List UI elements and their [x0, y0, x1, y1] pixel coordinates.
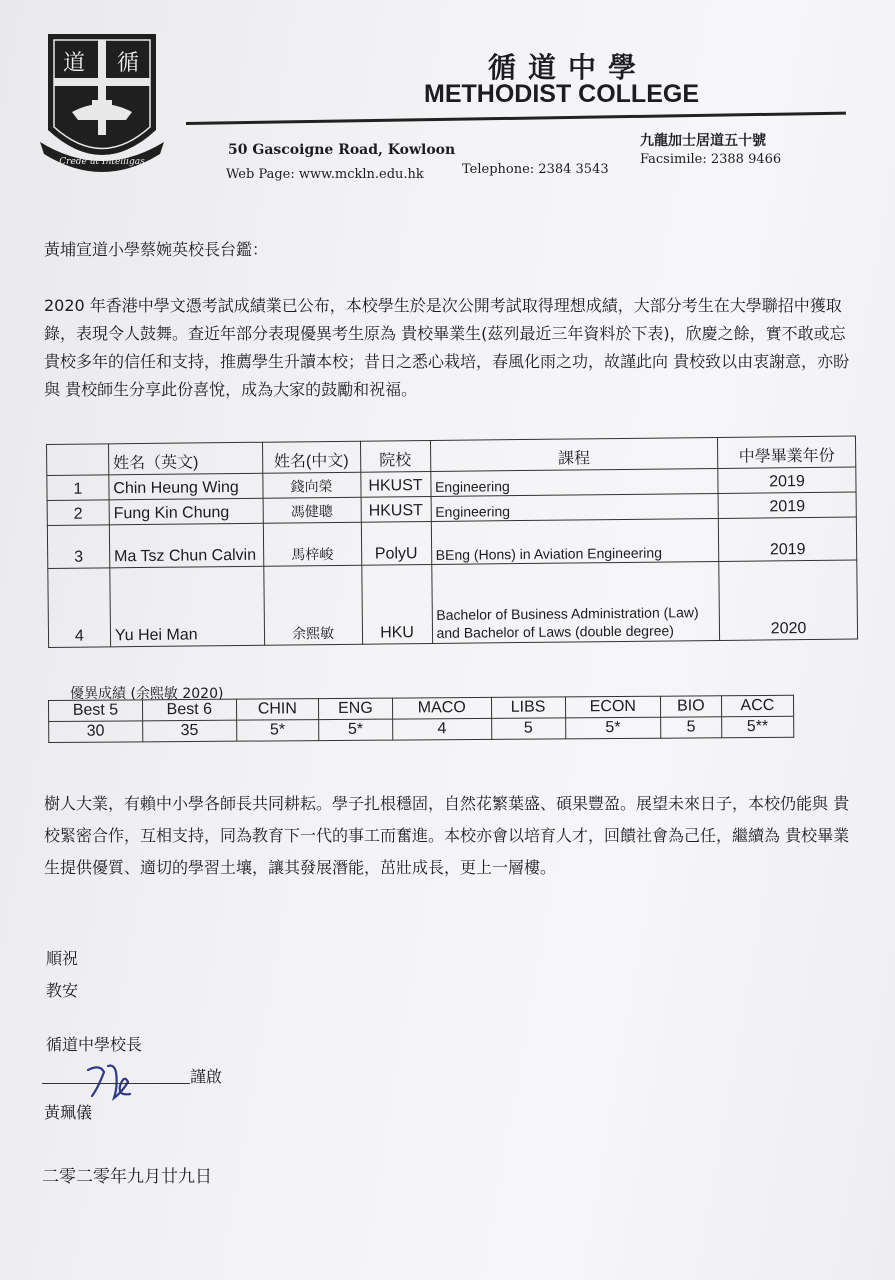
- score-header: Best 5: [49, 700, 143, 722]
- school-name-en: METHODIST COLLEGE: [424, 80, 699, 108]
- score-value: 5*: [319, 719, 393, 741]
- score-header: Best 6: [142, 699, 236, 721]
- row-no: 3: [47, 525, 109, 569]
- principal-title: 循道中學校長: [46, 1035, 143, 1054]
- address-zh: 九龍加士居道五十號: [640, 133, 766, 149]
- logo-char-right: 循: [116, 51, 140, 76]
- web-page: Web Page: www.mckln.edu.hk: [226, 167, 424, 182]
- row-name-zh: 余熙敏: [263, 565, 362, 645]
- row-institution: PolyU: [361, 521, 431, 565]
- row-course: BEng (Hons) in Aviation Engineering: [431, 518, 719, 564]
- salutation: 黃埔宣道小學蔡婉英校長台鑑：: [44, 240, 269, 259]
- score-header: ACC: [721, 695, 793, 717]
- row-no: 4: [48, 568, 111, 648]
- row-no: 2: [47, 500, 109, 526]
- closing-line-1: 順祝: [46, 949, 79, 968]
- score-value: 5: [491, 718, 565, 740]
- header-institution: 院校: [360, 440, 430, 472]
- score-value: 5: [661, 717, 722, 738]
- row-name-zh: 馬梓峻: [263, 522, 361, 566]
- scores-value-row: [49, 716, 794, 742]
- respectfully: 謹啟: [190, 1067, 223, 1086]
- score-header: CHIN: [236, 699, 318, 721]
- row-course: Engineering: [430, 468, 718, 496]
- scores-table: [48, 695, 794, 743]
- score-header: LIBS: [491, 697, 565, 719]
- header-name-en: 姓名（英文): [108, 442, 262, 475]
- handwritten-signature: [78, 1052, 168, 1104]
- row-name-en: Fung Kin Chung: [109, 498, 263, 525]
- row-course: Bachelor of Business Administration (Law) and Bachelor of Laws (double degree): [431, 561, 719, 643]
- signature-line: [42, 1083, 190, 1084]
- score-value: 4: [392, 718, 491, 740]
- score-value: 5**: [721, 716, 793, 738]
- letterhead-rule: [186, 112, 846, 125]
- header-name-zh: 姓名(中文): [262, 441, 360, 473]
- letter-date: 二零二零年九月廿九日: [42, 1167, 212, 1187]
- logo-char-left: 道: [62, 51, 86, 76]
- graduates-table: [46, 436, 858, 648]
- score-value: 5*: [236, 720, 318, 742]
- row-institution: HKU: [361, 564, 432, 644]
- address-en: 50 Gascoigne Road, Kowloon: [228, 142, 456, 158]
- row-name-en: Yu Hei Man: [110, 566, 265, 647]
- score-value: 5*: [565, 717, 661, 739]
- row-name-zh: 馮健聰: [263, 497, 361, 523]
- row-name-en: Chin Heung Wing: [109, 473, 263, 500]
- score-header: BIO: [660, 696, 721, 717]
- score-header: ENG: [318, 698, 392, 720]
- row-institution: HKUST: [360, 471, 430, 497]
- score-value: 35: [142, 720, 236, 742]
- principal-name: 黃珮儀: [44, 1103, 93, 1122]
- header-no: [47, 444, 109, 476]
- school-crest-logo: [38, 30, 166, 180]
- row-name-zh: 錢向榮: [263, 472, 361, 498]
- row-year: 2020: [719, 560, 858, 640]
- paragraph-1: 2020 年香港中學文憑考試成績業已公布，本校學生於是次公開考試取得理想成績，大部分考生在大學聯招中獲取錄，表現令人鼓舞。查近年部分表現優異考生原為 貴校畢業生(茲列最近三年資料於下表)，欣慶之餘，實不敢或忘 貴校多年的信任和支持，推薦學生升讀本校；昔日之悉心栽培，春風化雨之功，故謹此向 貴校致以由衷謝意，亦盼與 貴校師生分享此份喜悅，成為大家的鼓勵和祝福。: [44, 296, 850, 399]
- row-year: 2019: [718, 517, 856, 561]
- school-name-zh: 循道中學: [488, 51, 649, 84]
- paragraph-2: 樹人大業，有賴中小學各師長共同耕耘。學子扎根穩固，自然花繁葉盛、碩果豐盈。展望未來日子，本校仍能與 貴校緊密合作，互相支持，同為教育下一代的事工而奮進。本校亦會以培育人才，回饋社會為己任，繼續為 貴校畢業生提供優質、適切的學習土壤，讓其發展潛能，茁壯成長，更上一層樓。: [44, 794, 850, 877]
- row-course: Engineering: [431, 493, 719, 521]
- header-year: 中學畢業年份: [718, 436, 856, 468]
- facsimile: Facsimile: 2388 9466: [640, 152, 782, 167]
- closing-line-2: 教安: [46, 981, 79, 1000]
- logo-motto: Crede ut Intelligas: [59, 157, 145, 167]
- table-row: [48, 560, 858, 647]
- scores-caption: 優異成績 (余熙敏 2020): [70, 686, 224, 702]
- row-name-en: Ma Tsz Chun Calvin: [109, 523, 263, 568]
- row-no: 1: [47, 475, 109, 501]
- header-course: 課程: [430, 437, 718, 471]
- score-header: ECON: [565, 696, 661, 718]
- row-year: 2019: [718, 492, 856, 518]
- row-year: 2019: [718, 467, 856, 493]
- score-value: 30: [49, 721, 143, 743]
- telephone: Telephone: 2384 3543: [462, 162, 609, 177]
- row-institution: HKUST: [361, 496, 431, 522]
- score-header: MACO: [392, 697, 491, 719]
